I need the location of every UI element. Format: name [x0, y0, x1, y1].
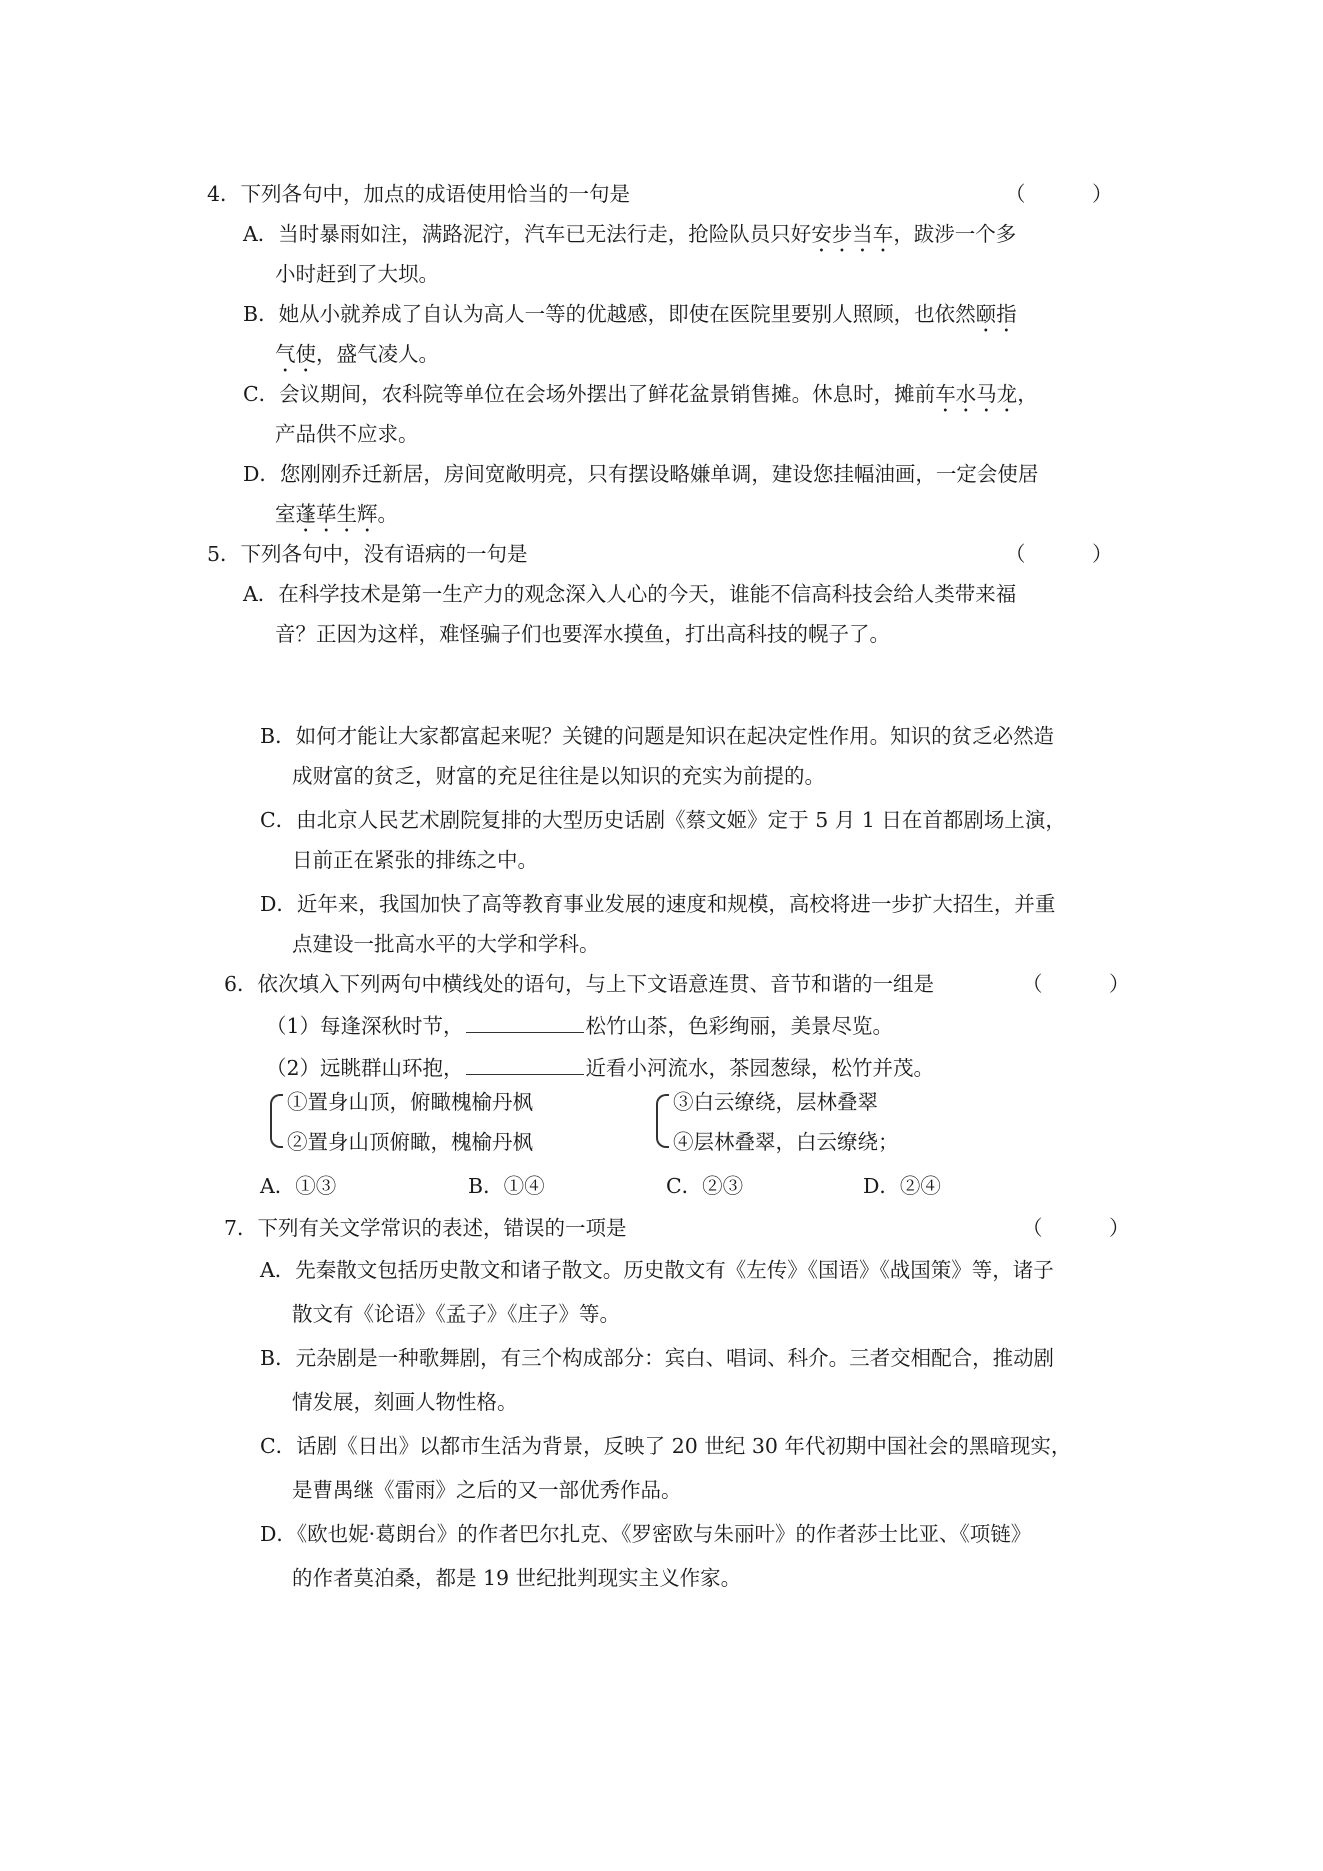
q4-option-d-line2 [275, 500, 398, 528]
q6-group2-b: ④层林叠翠，白云缭绕； [673, 1130, 899, 1154]
q7-option-a-line2: 散文有《论语》《孟子》《庄子》等。 [292, 1302, 620, 1326]
q4-option-b-line2 [275, 340, 439, 368]
q6-s2-pre: （2）远眺群山环抱， [266, 1056, 464, 1080]
q7-option-a-line1: A．先秦散文包括历史散文和诸子散文。历史散文有《左传》《国语》《战国策》等，诸子 [260, 1258, 1054, 1282]
q6-sentence-1 [266, 1012, 893, 1040]
q5-option-d-line2: 点建设一批高水平的大学和学科。 [292, 932, 600, 956]
q7-option-b-line2: 情发展，刻画人物性格。 [292, 1390, 518, 1414]
q5-option-b-line2: 成财富的贫乏，财富的充足往往是以知识的充实为前提的。 [292, 764, 825, 788]
q6-option-a: A．①③ [260, 1174, 337, 1198]
q5-answer-paren: （ ） [1005, 542, 1143, 566]
q4-option-c-line2: 产品供不应求。 [275, 422, 419, 446]
q6-group2-a: ③白云缭绕，层林叠翠 [673, 1090, 878, 1114]
q7-option-c-line2: 是曹禺继《雷雨》之后的又一部优秀作品。 [292, 1478, 682, 1502]
q5-option-c-line2: 日前正在紧张的排练之中。 [292, 848, 538, 872]
q4-b-text-post: ，盛气凌人。 [316, 342, 439, 366]
q4-option-d-line1: D．您刚刚乔迁新居，房间宽敞明亮，只有摆设略嫌单调，建设您挂幅油画，一定会使居 [243, 462, 1039, 486]
q6-right-brace [656, 1094, 669, 1148]
q4-answer-paren: （ ） [1005, 182, 1143, 206]
q5-stem: 5．下列各句中，没有语病的一句是 [207, 542, 528, 566]
q4-option-a-line1 [243, 220, 1016, 248]
q4-option-c-line1 [243, 380, 1038, 408]
q4-d-text: 室 [275, 502, 296, 526]
q7-option-d-line2: 的作者莫泊桑，都是 19 世纪批判现实主义作家。 [292, 1566, 742, 1590]
q7-option-b-line1: B．元杂剧是一种歌舞剧，有三个构成部分：宾白、唱词、科介。三者交相配合，推动剧 [260, 1346, 1055, 1370]
q7-answer-paren: （ ） [1022, 1216, 1160, 1240]
q6-blank-2 [466, 1056, 584, 1075]
q4-d-text-post: 。 [377, 502, 398, 526]
q5-option-a-line1: A．在科学技术是第一生产力的观念深入人心的今天，谁能不信高科技会给人类带来福 [243, 582, 1017, 606]
q4-b-idiom-part2: 气使 [275, 342, 316, 366]
q7-stem: 7．下列有关文学常识的表述，错误的一项是 [224, 1216, 627, 1240]
q4-b-idiom-part1: 颐指 [975, 302, 1017, 326]
q6-group1-b: ②置身山顶俯瞰，槐榆丹枫 [287, 1130, 533, 1154]
q6-s1-pre: （1）每逢深秋时节， [266, 1014, 464, 1038]
q6-answer-paren: （ ） [1022, 972, 1160, 996]
q6-option-b: B．①④ [468, 1174, 545, 1198]
q6-group1-a: ①置身山顶，俯瞰槐榆丹枫 [287, 1090, 533, 1114]
q4-c-text: C．会议期间，农科院等单位在会场外摆出了鲜花盆景销售摊。休息时，摊前 [243, 382, 936, 406]
q7-option-c-line1: C．话剧《日出》以都市生活为背景，反映了 20 世纪 30 年代初期中国社会的黑暗现实， [260, 1434, 1072, 1458]
q5-option-a-line2: 音？正因为这样，难怪骗子们也要浑水摸鱼，打出高科技的幌子了。 [275, 622, 890, 646]
q4-d-idiom: 蓬荜生辉 [295, 502, 378, 526]
q6-stem: 6．依次填入下列两句中横线处的语句，与上下文语意连贯、音节和谐的一组是 [224, 972, 935, 996]
q6-left-brace [270, 1094, 283, 1148]
q5-option-d-line1: D．近年来，我国加快了高等教育事业发展的速度和规模，高校将进一步扩大招生，并重 [260, 892, 1056, 916]
q4-option-a-line2: 小时赶到了大坝。 [275, 262, 439, 286]
q7-option-d-line1: D．《欧也妮·葛朗台》的作者巴尔扎克、《罗密欧与朱丽叶》的作者莎士比亚、《项链》 [260, 1522, 1032, 1546]
q5-option-c-line1: C．由北京人民艺术剧院复排的大型历史话剧《蔡文姬》定于 5 月 1 日在首都剧场上演， [260, 808, 1066, 832]
q6-blank-1 [466, 1014, 584, 1033]
q4-c-text-post: ， [1017, 382, 1038, 406]
q4-a-text: A．当时暴雨如注，满路泥泞，汽车已无法行走，抢险队员只好 [243, 222, 812, 246]
q6-option-d: D．②④ [863, 1174, 941, 1198]
q4-option-b-line1 [243, 300, 1017, 328]
q4-a-idiom: 安步当车 [811, 222, 894, 246]
q6-sentence-2 [266, 1054, 934, 1082]
q4-a-text-post: ，跋涉一个多 [893, 222, 1017, 246]
q6-option-c: C．②③ [666, 1174, 744, 1198]
q4-stem: 4．下列各句中，加点的成语使用恰当的一句是 [207, 182, 631, 206]
q5-option-b-line1: B．如何才能让大家都富起来呢？关键的问题是知识在起决定性作用。知识的贫乏必然造 [260, 724, 1055, 748]
q6-s1-post: 松竹山茶，色彩绚丽，美景尽览。 [585, 1014, 894, 1038]
q4-b-text: B．她从小就养成了自认为高人一等的优越感，即使在医院里要别人照顾，也依然 [243, 302, 976, 326]
q4-c-idiom: 车水马龙 [935, 382, 1018, 406]
q6-s2-post: 近看小河流水，茶园葱绿，松竹并茂。 [585, 1056, 935, 1080]
